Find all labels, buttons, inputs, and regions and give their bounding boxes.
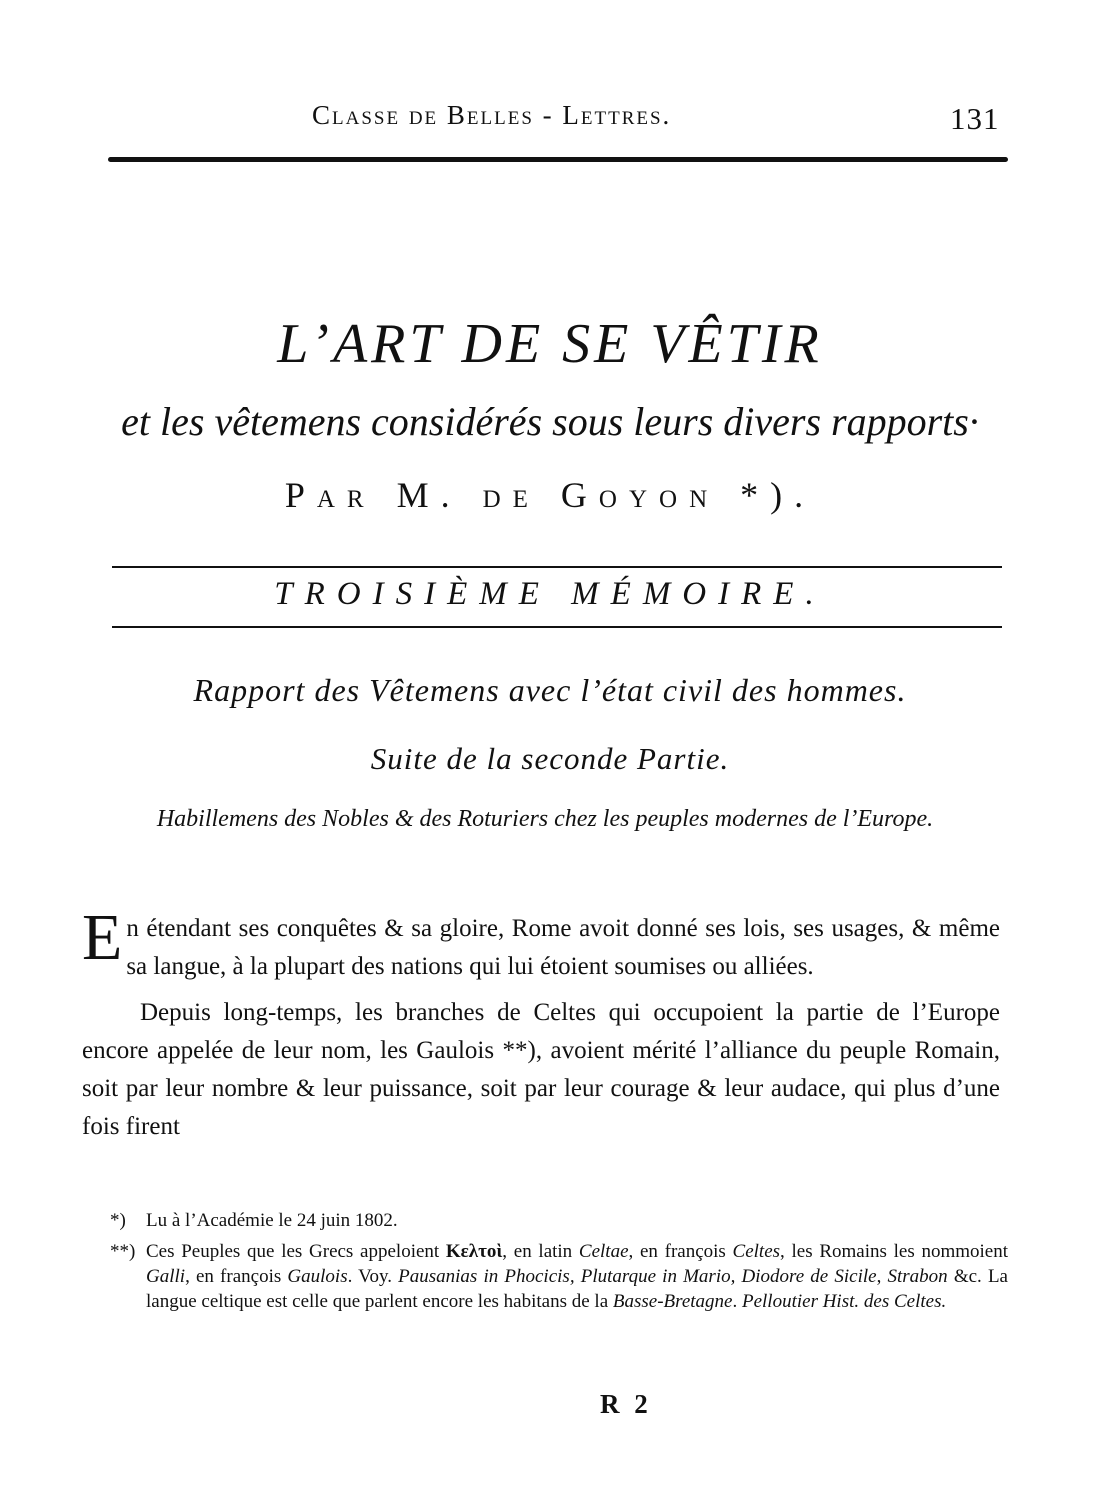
footnote-segment: , en latin (502, 1241, 579, 1262)
memoir-label: TROISIÈME MÉMOIRE. (274, 576, 826, 612)
page-number: 131 (950, 101, 1000, 136)
paragraph-1 (82, 901, 1000, 986)
body-text (82, 901, 1000, 1146)
header-rule (108, 157, 1008, 162)
footnote-2 (110, 1239, 1008, 1314)
footnote-segment: . Voy. (347, 1266, 399, 1287)
footnote-segment: Galli (146, 1266, 186, 1287)
footnote-segment: Κελτοὶ (445, 1241, 503, 1262)
footnote-segment: &c. La langue celtique est celle que parlent encore les habitans de la (146, 1266, 1008, 1312)
part-title: Suite de la seconde Partie. (370, 741, 730, 776)
section-title: Rapport des Vêtemens avec l’état civil des hommes. (193, 672, 907, 708)
footnote-segment: , en françois (185, 1266, 288, 1287)
footnote-1 (110, 1208, 1008, 1233)
footnote-segment: , en françois (628, 1241, 733, 1262)
footnote-mark: **) (110, 1241, 136, 1262)
memoir-rule-top (112, 566, 1002, 568)
footnote-segment: Basse-Bretagne (612, 1291, 733, 1312)
footnote-mark: *) (110, 1210, 126, 1231)
paragraph-2: Depuis long-temps, les branches de Celtes qui occupoient la partie de l’Europe encore appelée de leur nom, les Gaulois **), avoient mérité l’alliance du peuple Romain, soit par leur nombre & leur puissance, soit par leur courage & leur audace, qui plus d’une fois firent (82, 999, 1000, 1140)
drop-cap: E (82, 901, 123, 974)
footnotes (110, 1208, 1008, 1320)
footnote-segment: Gaulois (287, 1266, 348, 1287)
footnote-segment: , les Romains les nommoient (780, 1241, 1008, 1262)
article-title: L’ART DE SE VÊTIR (277, 313, 823, 375)
article-subtitle: et les vêtemens considérés sous leurs divers rapports· (121, 399, 979, 444)
footnote-segment: , (876, 1266, 888, 1287)
footnote-segment: Pelloutier Hist. des Celtes. (741, 1291, 947, 1312)
footnote-segment: Pausanias in Phocicis, Plutarque in Mario, Diodore de Sicile (398, 1266, 877, 1287)
article-author: Par M. de Goyon *). (284, 475, 816, 515)
section-subject: Habillemens des Nobles & des Roturiers chez les peuples modernes de l’Europe. (156, 806, 934, 832)
footnote-segment: Lu à l’Académie le 24 juin 1802. (146, 1210, 398, 1231)
memoir-rule-bottom (112, 626, 1002, 628)
footnote-segment: . (732, 1291, 742, 1312)
footnote-segment: Strabon (887, 1266, 948, 1287)
footnote-segment: Celtae (578, 1241, 629, 1262)
running-title: Classe de Belles - Lettres. (312, 100, 672, 130)
footnote-segment: Ces Peuples que les Grecs appeloient (146, 1241, 446, 1262)
paragraph-1-text: n étendant ses conquêtes & sa gloire, Rome avoit donné ses lois, ses usages, & même sa langue, à la plupart des nations qui lui étoient soumises ou alliées. (126, 915, 1000, 980)
signature-mark: R 2 (600, 1389, 652, 1419)
footnote-segment: Celtes (732, 1241, 781, 1262)
